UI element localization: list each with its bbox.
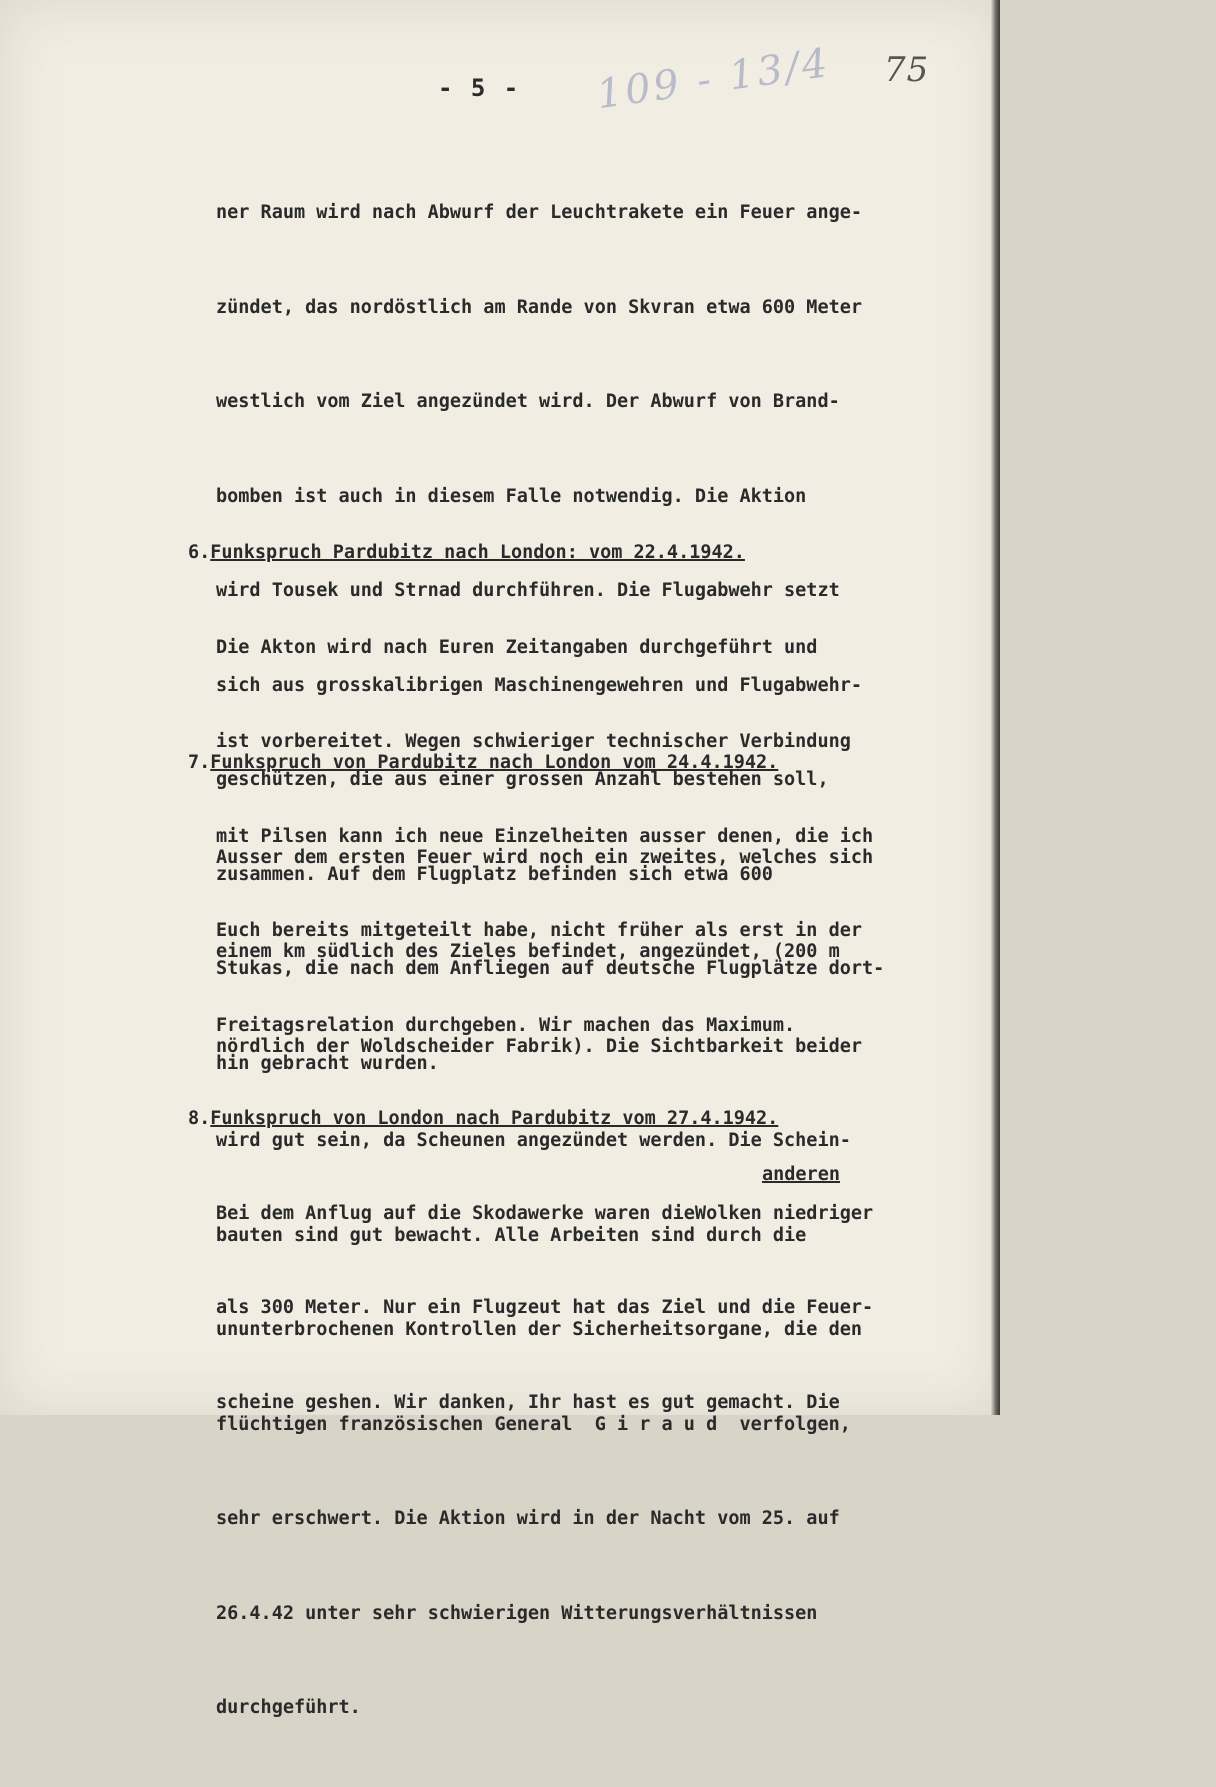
text-line: Ausser dem ersten Feuer wird noch ein zweites, welches sich [216,846,874,868]
section-number: 6. [188,542,211,563]
section-number: 7. [188,752,211,773]
section-heading [0,1103,1000,1135]
text-line: sehr erschwert. Die Aktion wird in der Nacht vom 25. auf [216,1508,840,1529]
section-title: Funkspruch von Pardubitz nach London vom 24.4.1942. [210,752,779,773]
text-line: ununterbrochenen Kontrollen der Sicherheitsorgane, die den [216,1319,863,1340]
text-line: ner Raum wird nach Abwurf der Leuchtrakete ein Feuer ange- [216,202,863,223]
section-title: Funkspruch Pardubitz nach London: vom 22.4.1942. [210,542,745,563]
text-line: mit Pilsen kann ich neue Einzelheiten ausser denen, die ich [216,825,874,847]
text-line: geschützen, die aus einer grossen Anzahl bestehen soll, [216,769,829,790]
section-number: 8. [188,1108,211,1129]
handwritten-annotation: 109 - 13/4 [593,39,834,119]
page-number: - 5 - [438,74,521,102]
text-line: scheine geshen. Wir danken, Ihr hast es gut gemacht. Die [216,1391,840,1413]
section-heading [0,537,1000,569]
text-line: als 300 Meter. Nur ein Flugzeut hat das Ziel und die Feuer- [216,1297,874,1318]
text-line: hin gebracht wurden. [216,1052,439,1074]
text-line: einem km südlich des Zieles befindet, angezündet, (200 m [216,941,840,962]
text-line: Bei dem Anflug auf die Skodawerke waren dieWolken niedriger [216,1202,874,1224]
text-line: bomben ist auch in diesem Falle notwendig. Die Aktion [216,485,807,507]
section-8 [0,1040,1000,1481]
text-line: zusammen. Auf dem Flugplatz befinden sich etwa 600 [216,863,773,885]
text-line: bauten sind gut bewacht. Alle Arbeiten sind durch die [216,1224,807,1246]
text-line: wird Tousek und Strnad durchführen. Die Flugabwehr setzt [216,580,840,601]
text-line: Euch bereits mitgeteilt habe, nicht früher als erst in der [216,920,863,941]
text-line: Die Akton wird nach Euren Zeitangaben durchgeführt und [216,636,818,658]
text-line: westlich vom Ziel angezündet wird. Der Abwurf von Brand- [216,391,840,412]
text-line: wird gut sein, da Scheunen angezündet werden. Die Schein- [216,1130,851,1151]
section-title: Funkspruch von London nach Pardubitz vom 27.4.1942. [210,1108,779,1129]
text-line: Stukas, die nach dem Anfliegen auf deutsche Flugplätze dort- [216,958,885,979]
section-heading [0,747,1000,779]
text-line: durchgeführt. [216,1697,361,1718]
folio-number: 75 [884,50,930,90]
text-line: zündet, das nordöstlich am Rande von Skvran etwa 600 Meter [216,296,863,318]
text-line: nördlich der Woldscheider Fabrik). Die Sichtbarkeit beider [216,1035,863,1057]
text-line: Freitagsrelation durchgeben. Wir machen das Maximum. [216,1014,796,1036]
catchword: anderen [762,1164,840,1185]
text-line: flüchtigen französischen General G i r a u d verfolgen, [216,1413,851,1435]
text-line: 26.4.42 unter sehr schwierigen Witterungsverhältnissen [216,1602,818,1624]
text-line: sich aus grosskalibrigen Maschinengewehren und Flugabwehr- [216,674,863,696]
text-line: ist vorbereitet. Wegen schwieriger technischer Verbindung [216,731,851,752]
